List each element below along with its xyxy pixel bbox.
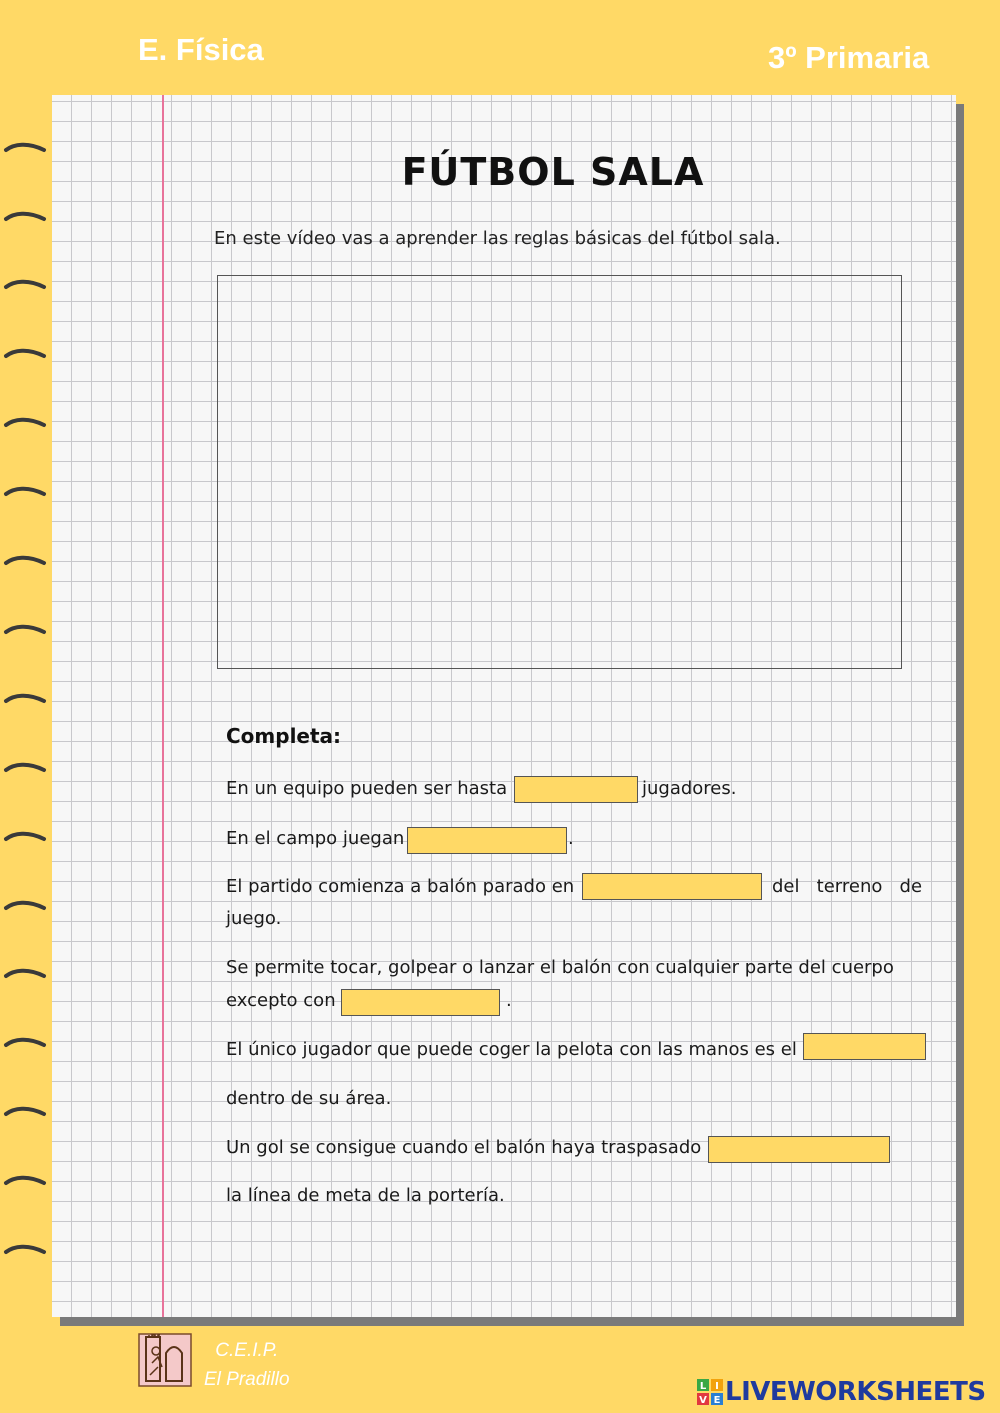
spiral-ring-icon xyxy=(0,1031,52,1065)
sentence-6-continuation: la línea de meta de la portería. xyxy=(226,1185,505,1206)
spiral-ring-icon xyxy=(0,480,52,514)
spiral-ring-icon xyxy=(0,962,52,996)
spiral-ring-icon xyxy=(0,825,52,859)
spiral-ring-icon xyxy=(0,687,52,721)
spiral-ring-icon xyxy=(0,894,52,928)
spiral-ring-icon xyxy=(0,1100,52,1134)
sentence-4-end: . xyxy=(506,990,512,1011)
sentence-3-end: del terreno de xyxy=(772,876,923,897)
liveworksheets-wordmark: LIVEWORKSHEETS xyxy=(725,1377,986,1407)
sentence-2-end: . xyxy=(568,828,574,849)
sentence-5-text: El único jugador que puede coger la pelota con las manos es el xyxy=(226,1039,797,1060)
sentence-2-text: En el campo juegan xyxy=(226,828,405,849)
sentence-1-text: En un equipo pueden ser hasta xyxy=(226,778,508,799)
video-frame[interactable] xyxy=(217,275,902,669)
spiral-ring-icon xyxy=(0,205,52,239)
sentence-3-continuation: juego. xyxy=(226,908,282,929)
liveworksheets-icon xyxy=(697,1379,723,1405)
sentence-3-text: El partido comienza a balón parado en xyxy=(226,876,575,897)
spiral-ring-icon xyxy=(0,411,52,445)
section-label: Completa: xyxy=(226,724,342,748)
school-name xyxy=(204,1336,290,1394)
grade-label: 3º Primaria xyxy=(768,40,930,75)
svg-text:E: E xyxy=(713,1395,721,1405)
sentence-5-continuation: dentro de su área. xyxy=(226,1088,392,1109)
svg-text:I: I xyxy=(715,1381,719,1392)
subject-label: E. Física xyxy=(138,32,264,67)
spiral-ring-icon xyxy=(0,1169,52,1203)
svg-text:L: L xyxy=(699,1381,707,1392)
answer-blank-6[interactable] xyxy=(708,1136,890,1163)
liveworksheets-logo[interactable] xyxy=(697,1377,986,1407)
margin-line xyxy=(162,95,164,1317)
spiral-ring-icon xyxy=(0,1238,52,1272)
sentence-1-end: jugadores. xyxy=(642,778,737,799)
spiral-ring-icon xyxy=(0,273,52,307)
school-name-line-1: C.E.I.P. xyxy=(215,1340,279,1361)
spiral-ring-icon xyxy=(0,342,52,376)
sentence-6-text: Un gol se consigue cuando el balón haya traspasado xyxy=(226,1137,702,1158)
answer-blank-3[interactable] xyxy=(582,873,762,900)
answer-blank-5[interactable] xyxy=(803,1033,926,1060)
school-name-line-2: El Pradillo xyxy=(204,1369,290,1390)
svg-text:V: V xyxy=(699,1395,707,1405)
answer-blank-2[interactable] xyxy=(407,827,567,854)
intro-text: En este vídeo vas a aprender las reglas básicas del fútbol sala. xyxy=(214,228,781,249)
page-title: FÚTBOL SALA xyxy=(401,150,705,194)
answer-blank-1[interactable] xyxy=(514,776,638,803)
spiral-ring-icon xyxy=(0,549,52,583)
sentence-4-text: excepto con xyxy=(226,990,336,1011)
answer-blank-4[interactable] xyxy=(341,989,500,1016)
school-logo-icon xyxy=(138,1333,192,1387)
spiral-ring-icon xyxy=(0,618,52,652)
spiral-ring-icon xyxy=(0,756,52,790)
sentence-4-line-1: Se permite tocar, golpear o lanzar el balón con cualquier parte del cuerpo xyxy=(226,957,894,978)
